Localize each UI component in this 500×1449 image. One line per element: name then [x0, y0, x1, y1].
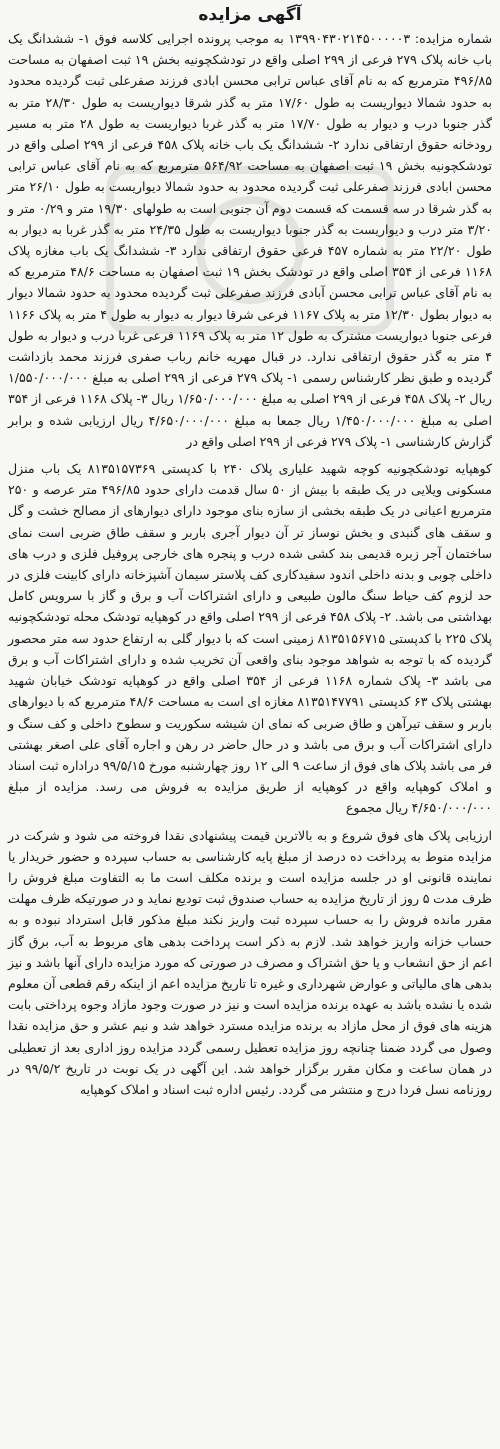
notice-paragraph-property-details: شماره مزایده: ۱۳۹۹۰۴۳۰۲۱۴۵۰۰۰۰۰۳ به موجب پرونده اجرایی کلاسه فوق ۱- ششدانگ یک باب خانه پلاک ۲۷۹ فرعی از ۲۹۹ اصلی واقع در تودشکچونیه بخش ۱۹ ثبت اصفهان به مساحت ۴۹۶/۸۵ مترمربع که به نام آقای عباس ترابی محسن ابادی فرزند صفرعلی ثبت گردیده محدود به حدود شمالا دیواریست به طول ۱۷/۶۰ متر به گذر شرقا دیواریست به طول ۲۸/۳۰ متر به گذر جنوبا درب و دیوار به طول ۱۷/۷۰ متر به گذر غربا دیواریست به طول ۲۸ متر به مسیر رودخانه حقوق ارتفاقی ندارد ۲- ششدانگ یک باب خانه پلاک ۴۵۸ فرعی از ۲۹۹ اصلی واقع در تودشکچونیه بخش ۱۹ ثبت اصفهان به مساحت ۵۶۴/۹۲ مترمربع که به نام آقای عباس ترابی محسن ابادی فرزند صفرعلی ثبت گردیده محدود به حدود شمالا دیواریست به طول ۲۶/۱۰ متر به گذر شرقا در سه قسمت که قسمت دوم آن جنوبی است به طولهای ۱۹/۳۰ متر و ۰/۲۹ متر و ۳/۲۰ متر درب و دیواریست به گذر جنوبا دیواریست به طول ۲۴/۳۵ متر به گذر غربا به دیوار به طول ۲۲/۲۰ متر به شماره ۴۵۷ فرعی حقوق ارتفاقی ندارد ۳- ششدانگ یک باب مغازه پلاک ۱۱۶۸ فرعی از ۳۵۴ اصلی واقع در تودشک بخش ۱۹ ثبت اصفهان به مساحت ۴۸/۶ مترمربع که به نام آقای عباس ترابی محسن آبادی فرزند صفرعلی ثبت گردیده محدود به حدود شمالا دیوار به دیوار بطول ۱۲/۳۰ متر به پلاک ۱۱۶۷ فرعی شرقا دیوار به دیوار به طول ۴ متر به پلاک ۱۱۶۶ فرعی جنوبا دیواریست مشترک به طول ۱۲ متر به پلاک ۱۱۶۹ فرعی غربا درب و دیوار به طول ۴ متر به گذر حقوق ارتفاقی ندارد. در قبال مهریه خانم رباب صفری فرزند محمد بازداشت گردیده و طبق نظر کارشناس رسمی ۱- پلاک ۲۷۹ فرعی از ۲۹۹ اصلی به مبلغ ۱/۵۵۰/۰۰۰/۰۰۰ ریال ۲- پلاک ۴۵۸ فرعی از ۲۹۹ اصلی به مبلغ ۱/۶۵۰/۰۰۰/۰۰۰ ریال ۳- پلاک ۱۱۶۸ فرعی از ۳۵۴ اصلی به مبلغ ۱/۴۵۰/۰۰۰/۰۰۰ ریال جمعا به مبلغ ۴/۶۵۰/۰۰۰/۰۰۰ ریال ارزیابی شده و برابر گزارش کارشناسی ۱- پلاک ۲۷۹ فرعی از ۲۹۹ اصلی واقع در: [8, 31, 493, 449]
notice-paragraph-expert-report: کوهپایه تودشکچونیه کوچه شهید علیاری پلاک ۲۴۰ با کدپستی ۸۱۳۵۱۵۷۳۶۹ یک باب منزل مسکونی ویلایی در یک طبقه با بیش از ۵۰ سال قدمت دارای حدود ۴۹۶/۸۵ متر عرصه و ۲۵۰ مترمربع اعیانی در یک طبقه بخشی از سازه بنای موجود دارای دیوارهای از مصالح خشت و گل و سقف های گنبدی و بخش نوساز تر آن دیوار آجری باربر و سقف طاق ضربی است نمای ساختمان آجر زبره قدیمی بند کشی شده درب و پنجره های خارجی پروفیل فلزی و درب های داخلی چوبی و بدنه داخلی اندود سفیدکاری کف پلاستر سیمان آشپزخانه دارای کابینت فلزی در حد لزوم کف حیاط سنگ مالون طبیعی و دارای اشتراکات آب و برق و گاز با سرویس کامل بهداشتی می باشد. ۲- پلاک ۴۵۸ فرعی از ۲۹۹ اصلی واقع در کوهپایه تودشک محله تودشکچونیه پلاک ۲۲۵ با کدپستی ۸۱۳۵۱۵۶۷۱۵ زمینی است که با دیوار گلی به ارتفاع حدود سه متر محصور گردیده که با توجه به شواهد موجود بنای واقعی آن تخریب شده و دارای اشتراکات آب و برق می باشد ۳- پلاک شماره ۱۱۶۸ فرعی از ۳۵۴ اصلی واقع در کوهپایه تودشک خیابان شهید بهشتی پلاک ۶۳ کدپستی ۸۱۳۵۱۴۷۷۹۱ مغازه ای است به مساحت ۴۸/۶ مترمربع که با دیوارهای باربر و سقف تیرآهن و طاق ضربی که نمای ان شیشه سکوریت و سطوح داخلی و کف سنگ و دارای اشتراکات آب و برق می باشد و در حال حاضر در رهن و اجاره آقای علی اصغر بهشتی فر می باشد پلاک های فوق از ساعت ۹ الی ۱۲ روز چهارشنبه مورخ ۹۹/۵/۱۵ دراداره ثبت اسناد و املاک کوهپایه واقع در کوهپایه از طریق مزایده به فروش می رسد. مزایده از مبلغ ۴/۶۵۰/۰۰۰/۰۰۰ ریال مجموع: [8, 461, 493, 816]
notice-paragraph-auction-terms: ارزیابی پلاک های فوق شروع و به بالاترین قیمت پیشنهادی نقدا فروخته می شود و شرکت در مزایده منوط به پرداخت ده درصد از مبلغ پایه کارشناسی به حساب سپرده و حضور خریدار یا نماینده قانونی او در جلسه مزایده است و برنده مکلف است ما به التفاوت مبلغ فروش را ظرف مدت ۵ روز از تاریخ مزایده به حساب صندوق ثبت تودیع نماید و در صورتیکه ظرف مهلت مقرر مانده فروش را به حساب سپرده ثبت واریز نکند مبلغ مذکور قابل استرداد نبوده و به حساب خزانه واریز خواهد شد. لازم به ذکر است پرداخت بدهی های مربوط به آب، برق گاز اعم از حق انشعاب و یا حق اشتراک و مصرف در صورتی که مورد مزایده دارای آنها باشد و نیز بدهی های مالیاتی و عوارض شهرداری و غیره تا تاریخ مزایده اعم از اینکه رقم قطعی آن معلوم شده یا نشده باشد به عهده برنده مزایده است و نیز در صورت وجود مازاد وجوه پرداختی بابت هزینه های فوق از محل مازاد به برنده مزایده مسترد خواهد شد و نیم عشر و حق مزایده نقدا وصول می گردد ضمنا چنانچه روز مزایده تعطیل رسمی گردد مزایده روز اداری بعد از تعطیلی در همان ساعت و مکان مقرر برگزار خواهد شد. این آگهی در یک نوبت در تاریخ ۹۹/۵/۲ در روزنامه نسل فردا درج و منتشر می گردد. رئیس اداره ثبت اسناد و املاک کوهپایه: [8, 827, 493, 1097]
notice-title: آگهی مزایده: [198, 5, 302, 25]
